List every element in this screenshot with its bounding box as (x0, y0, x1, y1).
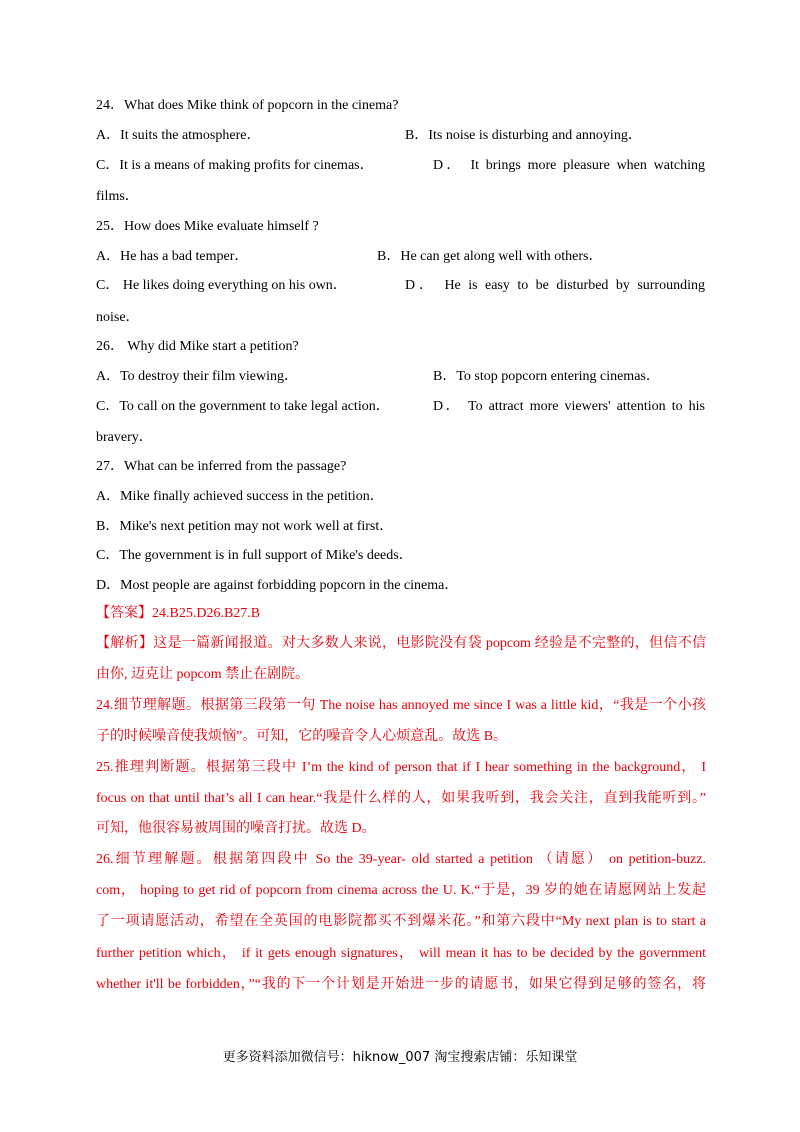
analysis-line-6: focus on that until that’s all I can hear.“我是什么样的人，如果我听到，我会关注，直到我能听到。” (96, 791, 706, 806)
question-25-stem: 25．How does Mike evaluate himself ? (96, 219, 319, 234)
question-26-option-c: C．To call on the government to take legal action． (96, 399, 390, 414)
answer-key: 【答案】24.B25.D26.B27.B (96, 606, 261, 621)
question-25-option-b: B．He can get along well with others． (377, 249, 603, 264)
question-25-option-a: A．He has a bad temper． (96, 249, 249, 264)
page-footer: 更多资料添加微信号：hiknow_007 淘宝搜索店铺：乐知课堂 (222, 1050, 578, 1065)
question-27-option-c: C．The government is in full support of Mike's deeds． (96, 548, 413, 563)
question-26-option-d-continued: bravery． (96, 430, 153, 445)
question-26-option-d: D． To attract more viewers' attention to his (433, 399, 705, 414)
question-24-option-d-continued: films． (96, 189, 139, 204)
question-24-stem: 24．What does Mike think of popcorn in the cinema? (96, 98, 399, 113)
question-26-option-b: B．To stop popcorn entering cinemas． (433, 369, 660, 384)
analysis-line-11: further petition which， if it gets enough signatures， will mean it has to be decided by the government (96, 946, 706, 961)
analysis-line-2: 由你, 迈克让 popcom 禁止在剧院。 (96, 667, 310, 682)
analysis-line-7: 可知，他很容易被周围的噪音打扰。故选 D。 (96, 821, 376, 836)
question-27-option-a: A．Mike finally achieved success in the petition． (96, 489, 384, 504)
question-24-option-c: C．It is a means of making profits for cinemas． (96, 158, 374, 173)
analysis-line-9: com， hoping to get rid of popcorn from cinema across the U. K.“于是，39 岁的她在请愿网站上发起 (96, 883, 706, 898)
question-26-stem: 26． Why did Mike start a petition? (96, 339, 299, 354)
question-25-option-d-continued: noise． (96, 310, 140, 325)
analysis-line-10: 了一项请愿活动，希望在全英国的电影院都买不到爆米花。”和第六段中“My next plan is to start a (96, 914, 706, 929)
question-26-option-a: A．To destroy their film viewing． (96, 369, 298, 384)
analysis-line-12: whether it'll be forbidden，”“我的下一个计划是开始进一步的请愿书，如果它得到足够的签名，将 (96, 977, 706, 992)
question-27-option-b: B．Mike's next petition may not work well at first． (96, 519, 394, 534)
analysis-line-5: 25.推理判断题。根据第三段中 I’m the kind of person that if I hear something in the background， I (96, 760, 706, 775)
question-25-option-d: D． He is easy to be disturbed by surrounding (405, 278, 705, 293)
analysis-line-4: 子的时候噪音使我烦恼”。可知，它的噪音令人心烦意乱。故选 B。 (96, 729, 508, 744)
question-27-option-d: D．Most people are against forbidding popcorn in the cinema． (96, 578, 459, 593)
analysis-line-1: 【解析】这是一篇新闻报道。对大多数人来说，电影院没有袋 popcom 经验是不完整的，但信不信 (96, 636, 706, 651)
question-27-stem: 27．What can be inferred from the passage? (96, 459, 347, 474)
question-24-option-a: A．It suits the atmosphere． (96, 128, 261, 143)
question-25-option-c: C． He likes doing everything on his own． (96, 278, 347, 293)
analysis-line-8: 26.细节理解题。根据第四段中 So the 39-year- old started a petition （请愿） on petition-buzz. (96, 852, 706, 867)
question-24-option-d: D． It brings more pleasure when watching (433, 158, 705, 173)
question-24-option-b: B．Its noise is disturbing and annoying． (405, 128, 642, 143)
analysis-line-3: 24.细节理解题。根据第三段第一句 The noise has annoyed me since I was a little kid，“我是一个小孩 (96, 698, 706, 713)
